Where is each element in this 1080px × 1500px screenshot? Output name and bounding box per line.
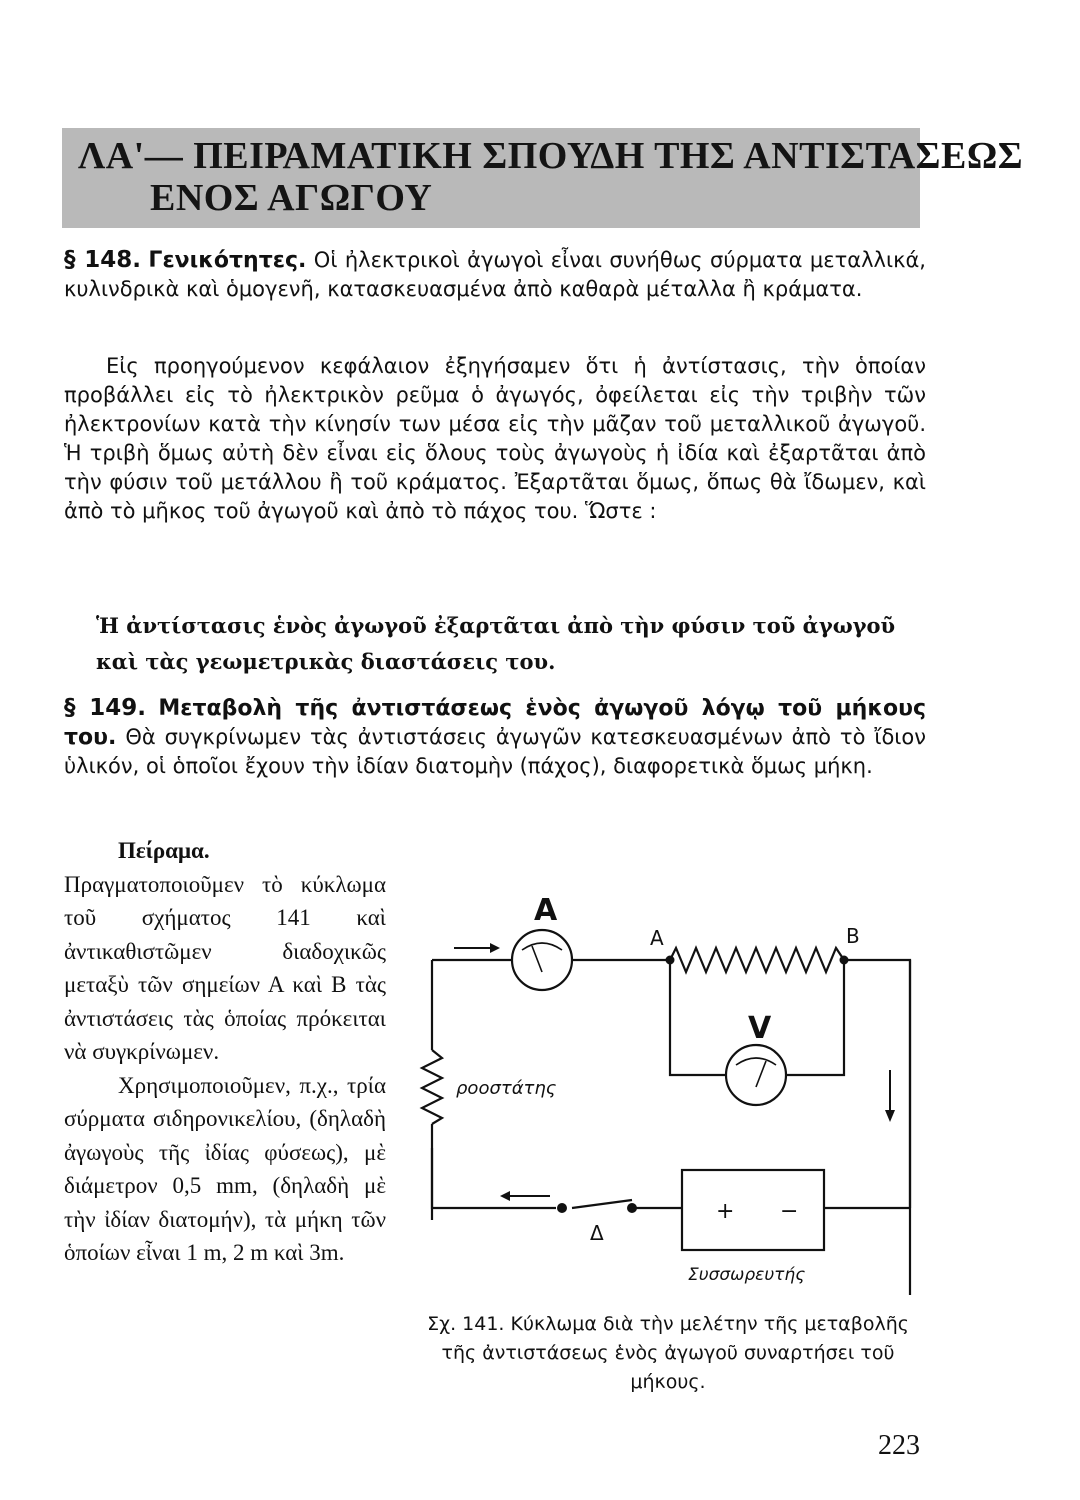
wire-right [844, 960, 910, 1295]
section-149-intro [64, 694, 926, 781]
junction-b [841, 957, 848, 964]
circuit-diagram [420, 893, 920, 1285]
voltmeter-needle [756, 1061, 766, 1087]
battery-box [682, 1170, 824, 1250]
section-148-paragraph: Εἰς προηγούμενον κεφάλαιον ἐξηγήσαμεν ὅτι ἡ ἀντίστασις, τὴν ὁποίαν προβάλλει εἰς τὸ ἠλεκτρικὸν ρεῦμα ὁ ἀγωγός, ὀφείλεται εἰς τὴν τριβὴν τῶν ἠλεκτρονίων κατὰ τὴν κίνησίν των μέσα εἰς τὴν μᾶζαν τοῦ μεταλλικοῦ ἀγωγοῦ. Ἡ τριβὴ ὅμως αὐτὴ δὲν εἶναι εἰς ὅλους τοὺς ἀγωγοὺς ἡ ἰδία καὶ ἐξαρτᾶται ἀπὸ τὴν φύσιν τοῦ μετάλλου ἢ τοῦ κράματος. Ἐξαρτᾶται ὅμως, ὅπως θὰ ἴδωμεν, καὶ ἀπὸ τὸ μῆκος τοῦ ἀγωγοῦ καὶ ἀπὸ τὸ πάχος του. Ὥστε : [64, 354, 926, 523]
switch-label: Δ [590, 1221, 604, 1245]
ammeter-label: A [534, 893, 558, 928]
switch-pivot [558, 1204, 566, 1212]
switch-contact [628, 1204, 636, 1212]
voltmeter-circle [726, 1045, 786, 1105]
experiment-label: Πείραμα. [118, 838, 210, 863]
ammeter-circle [512, 930, 572, 990]
section-148-intro [64, 246, 926, 304]
section-148-title: Γενικότητες. [148, 248, 307, 273]
experiment-column [64, 834, 386, 1270]
page-number: 223 [878, 1430, 920, 1461]
battery-label: Συσσωρευτής [688, 1265, 806, 1285]
experiment-paragraph [64, 834, 386, 1069]
rheostat-label: ροοστάτης [456, 1078, 557, 1099]
current-arrowhead-right [885, 1110, 895, 1122]
experiment-text: Πραγματοποιοῦμεν τὸ κύκλωμα τοῦ σχήματος 141 καὶ ἀντικαθιστῶμεν διαδοχικῶς μεταξὺ τῶν σημείων Α καὶ Β τὰς ἀντιστάσεις τὰς ὁποίας πρόκειται νὰ συγκρίνωμεν. [64, 871, 386, 1064]
section-149-text: Θὰ συγκρίνωμεν τὰς ἀντιστάσεις ἀγωγῶν κατεσκευασμένων ἀπὸ τὸ ἴδιον ὑλικόν, οἱ ὁποῖοι ἔχουν τὴν ἰδίαν διατομὴν (πάχος), διαφορετικὰ ὅμως μήκη. [64, 725, 926, 778]
current-arrowhead-bottom [500, 1191, 510, 1201]
ammeter-scale [522, 943, 562, 950]
voltmeter-label: V [748, 1011, 772, 1046]
figure-caption: Σχ. 141. Κύκλωμα διὰ τὴν μελέτην τῆς μεταβολῆς τῆς ἀντιστάσεως ἑνὸς ἀγωγοῦ συναρτήσει τοῦ μήκους. [427, 1313, 909, 1393]
current-arrowhead-top [490, 943, 500, 953]
chapter-title-line1: ΛΑ'— ΠΕΙΡΑΜΑΤΙΚΗ ΣΠΟΥΔΗ ΤΗΣ ΑΝΤΙΣΤΑΣΕΩΣ [78, 135, 1024, 177]
section-148-statement: Ἡ ἀντίστασις ἑνὸς ἀγωγοῦ ἐξαρτᾶται ἀπὸ τὴν φύσιν τοῦ ἀγωγοῦ καὶ τὰς γεωμετρικὰς διαστάσεις του. [96, 613, 896, 674]
wire-voltmeter-left [670, 960, 726, 1075]
point-a-label: A [650, 926, 664, 950]
wire-bottom-left [432, 1148, 556, 1208]
section-149-number: § 149. [64, 695, 146, 721]
usage-paragraph: Χρησιμοποιοῦμεν, π.χ., τρία σύρματα σιδηρονικελίου, (δηλαδὴ ἀγωγοὺς τῆς ἰδίας φύσεως), μὲ διάμετρον 0,5 mm, (δηλαδὴ μὲ τὴν ἰδίαν διατομήν), τὰ μήκη τῶν ὁποίων εἶναι 1 m, 2 m καὶ 3m. [64, 1072, 386, 1265]
junction-a [667, 957, 674, 964]
battery-plus: + [716, 1199, 735, 1224]
section-148-text1: Οἱ ἠλεκτρικοὶ ἀγωγοὶ εἶναι συνήθως σύρματα μεταλλικά, κυλινδρικὰ καὶ ὁμογενῆ, κατασκευασμένα ἀπὸ καθαρὰ μέταλλα ἢ κράματα. [64, 248, 926, 301]
section-149-title: Μεταβολὴ τῆς ἀντιστάσεως ἑνὸς ἀγωγοῦ λόγῳ τοῦ μήκους του. [64, 696, 926, 750]
switch-lever [572, 1200, 632, 1208]
point-b-label: B [846, 924, 860, 948]
chapter-banner [62, 128, 1024, 228]
rheostat-symbol [422, 1050, 442, 1124]
resistor-symbol [670, 948, 844, 972]
section-148-number: § 148. [64, 247, 141, 273]
chapter-title-line2: ΕΝΟΣ ΑΓΩΓΟΥ [150, 177, 433, 219]
wire-voltmeter-right [786, 960, 844, 1075]
voltmeter-scale [736, 1058, 776, 1065]
ammeter-needle [532, 946, 542, 972]
battery-minus: − [780, 1199, 799, 1224]
